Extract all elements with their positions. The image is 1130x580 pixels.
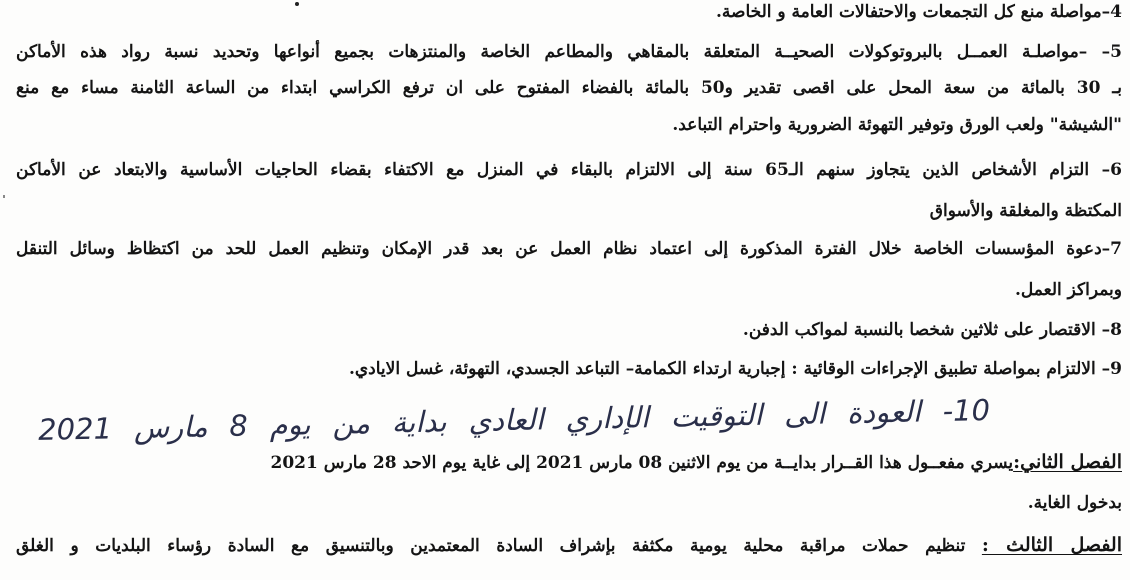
handwritten-item-10: 10- العودة الى التوقيت الإداري العادي بداية من يوم 8 مارس 2021 [37, 393, 991, 447]
chapter-2-title: الفصل الثاني: [1013, 451, 1122, 473]
item-7-line-2: وبمراكز العمل. [1015, 280, 1122, 300]
chapter-2-text: يسري مفعــول هذا القــرار بدايــة من يوم الاثنين 08 مارس 2021 إلى غاية يوم الاحد 28 مارس 2021 [270, 453, 1014, 473]
item-9-line: 9– الالتزام بمواصلة تطبيق الإجراءات الوقائية : إجبارية ارتداء الكمامة– التباعد الجسدي، التهوئة، غسل الايادي. [348, 359, 1122, 379]
item-5-line-2: بـ 30 بالمائة من سعة المحل على اقصى تقدير و50 بالمائة بالفضاء المفتوح على ان ترفع الكراسي ابتداء من الساعة الثامنة مساء مع منع [16, 78, 1122, 98]
scan-speck [295, 2, 299, 6]
item-5-line-3: "الشيشة" ولعب الورق وتوفير التهوئة الضرورية واحترام التباعد. [672, 115, 1122, 135]
item-8-line: 8– الاقتصار على ثلاثين شخصا بالنسبة لمواكب الدفن. [742, 320, 1122, 340]
item-4-line: 4–مواصلة منع كل التجمعات والاحتفالات العامة و الخاصة. [715, 2, 1122, 22]
chapter-3-line-1 [16, 533, 1122, 558]
chapter-2-line-1 [60, 450, 1122, 475]
item-5-line-1: 5– –مواصلـة العمــل بالبروتوكولات الصحيــة المتعلقة بالمقاهي والمطاعم الخاصة والمنتزهات بجميع أنواعها وتحديد نسبة رواد هذه الأماكن [16, 42, 1122, 62]
item-6-line-1: 6– التزام الأشخاص الذين يتجاوز سنهم الـ65 سنة إلى الالتزام بالبقاء في المنزل مع الاكتفاء بقضاء الحاجيات الأساسية والابتعاد عن الأماكن [16, 160, 1122, 180]
chapter-2-line-2: بدخول الغاية. [1027, 493, 1122, 513]
item-6-line-2: المكتظة والمغلقة والأسواق [929, 201, 1122, 221]
scan-mark [3, 195, 5, 198]
chapter-3-title: الفصل الثالث : [981, 534, 1122, 556]
chapter-3-text: تنظيم حملات مراقبة محلية يومية مكثفة بإشراف السادة المعتمدين وبالتنسيق مع السادة رؤساء البلديات و الغلق [16, 536, 966, 556]
item-7-line-1: 7–دعوة المؤسسات الخاصة خلال الفترة المذكورة إلى اعتماد نظام العمل عن بعد قدر الإمكان وتنظيم العمل للحد من اكتظاظ وسائل التنقل [16, 239, 1122, 259]
